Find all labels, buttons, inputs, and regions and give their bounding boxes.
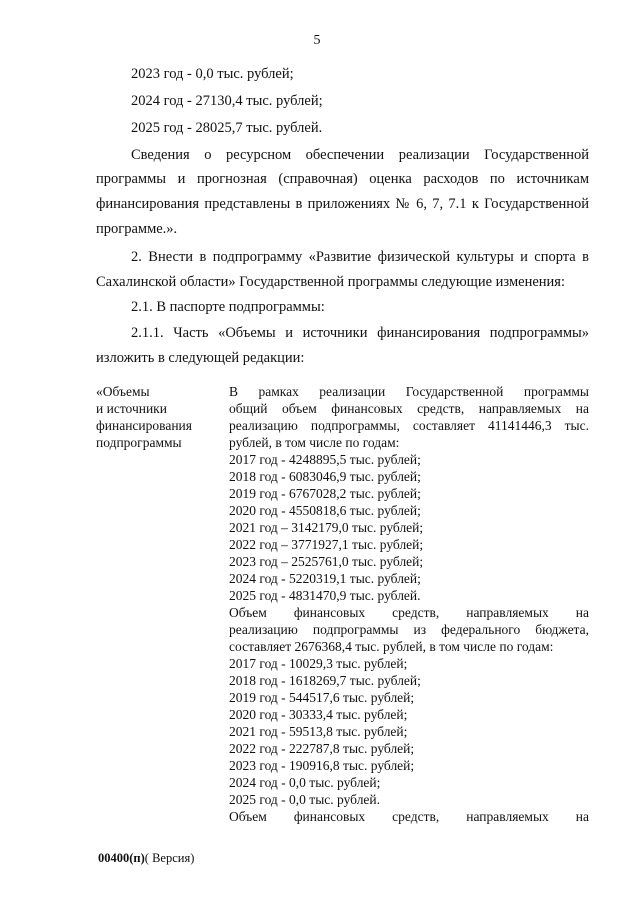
value-line: Объем финансовых средств, направляемых на xyxy=(229,605,589,620)
intro-line-2023: 2023 год - 0,0 тыс. рублей; xyxy=(131,66,294,82)
para1-line3: финансирования представлены в приложениях № 6, 7, 7.1 к Государственной xyxy=(96,196,589,212)
intro-line-2024: 2024 год - 27130,4 тыс. рублей; xyxy=(131,93,323,109)
year-line: 2024 год - 5220319,1 тыс. рублей; xyxy=(229,571,421,586)
para4-line1: 2.1.1. Часть «Объемы и источники финансирования подпрограммы» xyxy=(131,325,589,341)
year-line: 2025 год - 4831470,9 тыс. рублей. xyxy=(229,588,421,603)
value-line: общий объем финансовых средств, направляемых на xyxy=(229,401,589,416)
value-line: реализацию подпрограммы из федерального бюджета, xyxy=(229,622,589,637)
document-footer xyxy=(98,851,194,866)
year-line: 2020 год - 30333,4 тыс. рублей; xyxy=(229,707,408,722)
value-line: составляет 2676368,4 тыс. рублей, в том числе по годам: xyxy=(229,639,554,654)
year-line: 2022 год - 222787,8 тыс. рублей; xyxy=(229,741,415,756)
value-line: В рамках реализации Государственной программы xyxy=(229,384,589,399)
para1-line2: программы и прогнозная (справочная) оценка расходов по источникам xyxy=(96,171,589,187)
para2-line1: 2. Внести в подпрограмму «Развитие физической культуры и спорта в xyxy=(131,249,589,265)
year-line: 2019 год - 544517,6 тыс. рублей; xyxy=(229,690,415,705)
para4-line2: изложить в следующей редакции: xyxy=(96,350,305,366)
table-label-cell xyxy=(96,383,216,451)
year-line: 2019 год - 6767028,2 тыс. рублей; xyxy=(229,486,421,501)
label-line: финансирования xyxy=(96,418,192,433)
para2-line2: Сахалинской области» Государственной программы следующие изменения: xyxy=(96,274,565,290)
year-line: 2025 год - 0,0 тыс. рублей. xyxy=(229,792,381,807)
table-value-cell xyxy=(229,383,589,825)
label-line: «Объемы xyxy=(96,384,150,399)
document-version: ( Версия) xyxy=(144,851,195,865)
label-line: и источники xyxy=(96,401,167,416)
label-line: подпрограммы xyxy=(96,435,182,450)
value-line: рублей, в том числе по годам: xyxy=(229,435,400,450)
value-line: Объем финансовых средств, направляемых на xyxy=(229,809,589,824)
value-line: реализацию подпрограммы, составляет 41141446,3 тыс. xyxy=(229,418,589,433)
page-number: 5 xyxy=(313,33,321,48)
year-line: 2018 год - 6083046,9 тыс. рублей; xyxy=(229,469,421,484)
year-line: 2023 год – 2525761,0 тыс. рублей; xyxy=(229,554,424,569)
year-line: 2021 год – 3142179,0 тыс. рублей; xyxy=(229,520,424,535)
year-line: 2021 год - 59513,8 тыс. рублей; xyxy=(229,724,408,739)
year-line: 2024 год - 0,0 тыс. рублей; xyxy=(229,775,381,790)
document-code: 00400(п) xyxy=(98,851,145,865)
para1-line1: Сведения о ресурсном обеспечении реализации Государственной xyxy=(131,147,589,163)
para1-line4: программе.». xyxy=(96,221,178,237)
para3-line: 2.1. В паспорте подпрограммы: xyxy=(131,299,325,315)
year-line: 2018 год - 1618269,7 тыс. рублей; xyxy=(229,673,421,688)
year-line: 2023 год - 190916,8 тыс. рублей; xyxy=(229,758,415,773)
intro-line-2025: 2025 год - 28025,7 тыс. рублей. xyxy=(131,120,323,136)
year-line: 2017 год - 10029,3 тыс. рублей; xyxy=(229,656,408,671)
year-line: 2017 год - 4248895,5 тыс. рублей; xyxy=(229,452,421,467)
year-line: 2020 год - 4550818,6 тыс. рублей; xyxy=(229,503,421,518)
year-line: 2022 год – 3771927,1 тыс. рублей; xyxy=(229,537,424,552)
